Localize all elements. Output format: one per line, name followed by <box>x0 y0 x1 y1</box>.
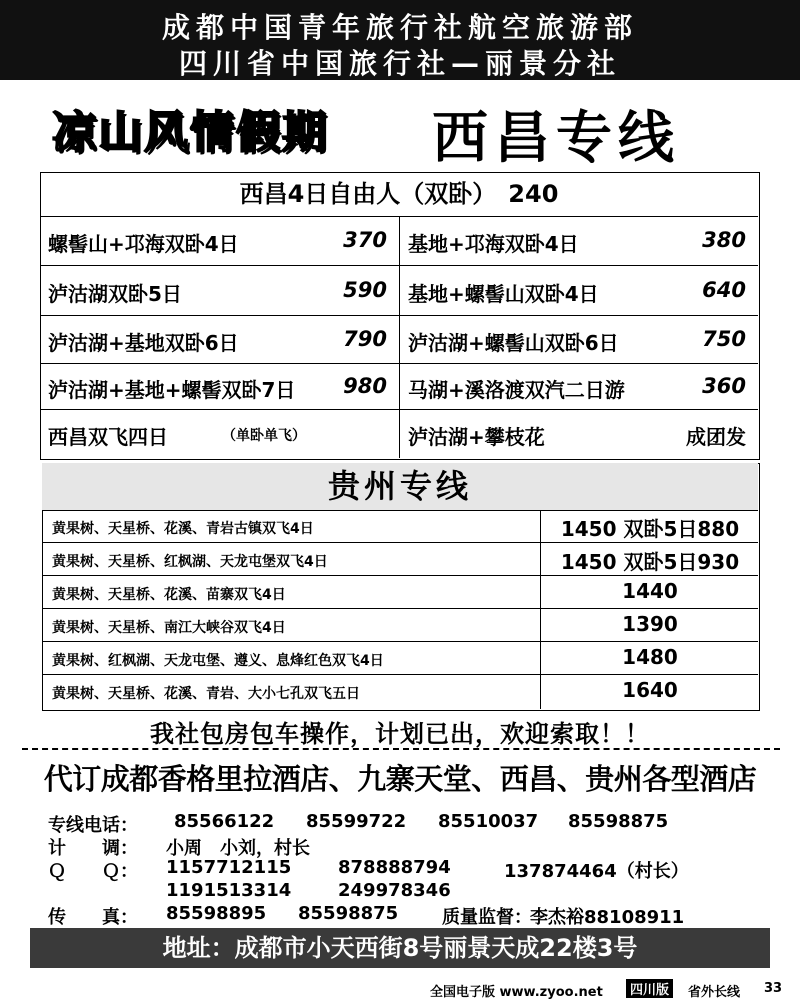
xichang-cell-left <box>40 364 399 410</box>
guizhou-title: 贵州专线 <box>42 463 758 511</box>
route-name: 泸沽湖+攀枝花 <box>408 425 545 449</box>
route-name: 泸沽湖+螺髻山双卧6日 <box>408 331 619 355</box>
guizhou-price: 1440 <box>622 579 678 603</box>
guizhou-price: 1390 <box>622 612 678 636</box>
qq-5: 249978346 <box>338 880 451 901</box>
route-name: 基地+螺髻山双卧4日 <box>408 282 599 306</box>
xichang-cell-left <box>40 216 399 266</box>
phone-label: 专线电话： <box>48 815 138 836</box>
qq-label: Ｑ Ｑ： <box>48 861 138 882</box>
guizhou-row <box>42 642 758 675</box>
route-price: 980 <box>343 374 387 398</box>
guizhou-route: 黄果树、天星桥、南江大峡谷双飞4日 <box>52 620 286 636</box>
route-name: 泸沽湖+基地双卧6日 <box>48 331 239 355</box>
guizhou-route: 黄果树、天星桥、花溪、青岩古镇双飞4日 <box>52 521 314 537</box>
qq-4: 1191513314 <box>166 880 292 901</box>
route-price: 750 <box>702 327 746 351</box>
phone-1: 85566122 <box>174 811 275 832</box>
guizhou-route: 黄果树、天星桥、花溪、苗寨双飞4日 <box>52 587 286 603</box>
route-price: 380 <box>702 228 746 252</box>
guizhou-route: 黄果树、红枫湖、天龙屯堡、遵义、息烽红色双飞4日 <box>52 653 384 669</box>
guizhou-price: 1640 <box>622 678 678 702</box>
route-price: 790 <box>343 327 387 351</box>
fax-2: 85598875 <box>298 903 399 924</box>
route-name: 基地+邛海双卧4日 <box>408 232 579 256</box>
slogan: 我社包房包车操作，计划已出，欢迎索取！！ <box>150 720 650 748</box>
planner-label: 计 调： <box>48 838 138 859</box>
hotel-booking-banner: 代订成都香格里拉酒店、九寨天堂、西昌、贵州各型酒店 <box>43 762 757 796</box>
route-price: 590 <box>343 278 387 302</box>
supervisor-label: 质量监督： <box>442 907 532 928</box>
xichang-cell-left <box>40 266 399 316</box>
agency-name-2: 四川省中国旅行社—丽景分社 <box>178 47 621 80</box>
route-price: 370 <box>343 228 387 252</box>
phone-3: 85510037 <box>438 811 539 832</box>
route-name: 螺髻山+邛海双卧4日 <box>48 232 239 256</box>
guizhou-row <box>42 576 758 609</box>
qq-2: 878888794 <box>338 857 451 878</box>
title-liangshan: 凉山风情假期 <box>52 107 328 158</box>
planner-names: 小周 小刘，村长 <box>166 838 310 859</box>
phone-2: 85599722 <box>306 811 407 832</box>
xichang-cell-right <box>400 410 758 458</box>
title-xichang: 西昌专线 <box>432 106 680 171</box>
supervisor-value: 李杰裕88108911 <box>530 907 685 928</box>
xichang-cell-right <box>400 316 758 364</box>
guizhou-route: 黄果树、天星桥、花溪、青岩、大小七孔双飞五日 <box>52 686 360 702</box>
edition-badge: 四川版 <box>626 979 673 998</box>
route-name: 泸沽湖双卧5日 <box>48 282 182 306</box>
page-number: 33 <box>764 981 783 996</box>
guizhou-row <box>42 510 758 543</box>
xichang-cell-right <box>400 266 758 316</box>
guizhou-route: 黄果树、天星桥、红枫湖、天龙屯堡双飞4日 <box>52 554 328 570</box>
xichang-cell-right <box>400 216 758 266</box>
site-label: 全国电子版 www.zyoo.net <box>430 985 603 1000</box>
address-bar: 地址：成都市小天西街8号丽景天成22楼3号 <box>30 928 770 968</box>
route-note: （单卧单飞） <box>222 428 306 444</box>
route-price: 360 <box>702 374 746 398</box>
phone-4: 85598875 <box>568 811 669 832</box>
xichang-cell-right <box>400 364 758 410</box>
guizhou-row <box>42 543 758 576</box>
fax-1: 85598895 <box>166 903 267 924</box>
route-price: 成团发 <box>686 425 746 449</box>
guizhou-price: 1480 <box>622 645 678 669</box>
fax-label: 传 真： <box>48 907 138 928</box>
agency-name-1: 成都中国青年旅行社航空旅游部 <box>161 11 638 44</box>
xichang-cell-left <box>40 316 399 364</box>
guizhou-price: 1450 双卧5日880 <box>560 517 740 541</box>
qq-3: 137874464（村长） <box>504 861 689 882</box>
dashed-divider <box>22 748 780 750</box>
route-price: 640 <box>702 278 746 302</box>
page-footer <box>0 978 800 1000</box>
route-name: 泸沽湖+基地+螺髻双卧7日 <box>48 378 296 402</box>
route-name: 马湖+溪洛渡双汽二日游 <box>408 378 625 402</box>
xichang-headline: 西昌4日自由人（双卧） 240 <box>40 172 758 217</box>
xichang-cell-left <box>40 410 399 458</box>
header-banner <box>0 0 800 80</box>
section-label: 省外长线 <box>688 985 741 1000</box>
guizhou-row <box>42 675 758 708</box>
guizhou-price: 1450 双卧5日930 <box>560 550 740 574</box>
qq-1: 1157712115 <box>166 857 292 878</box>
route-name: 西昌双飞四日 <box>48 425 168 449</box>
guizhou-row <box>42 609 758 642</box>
